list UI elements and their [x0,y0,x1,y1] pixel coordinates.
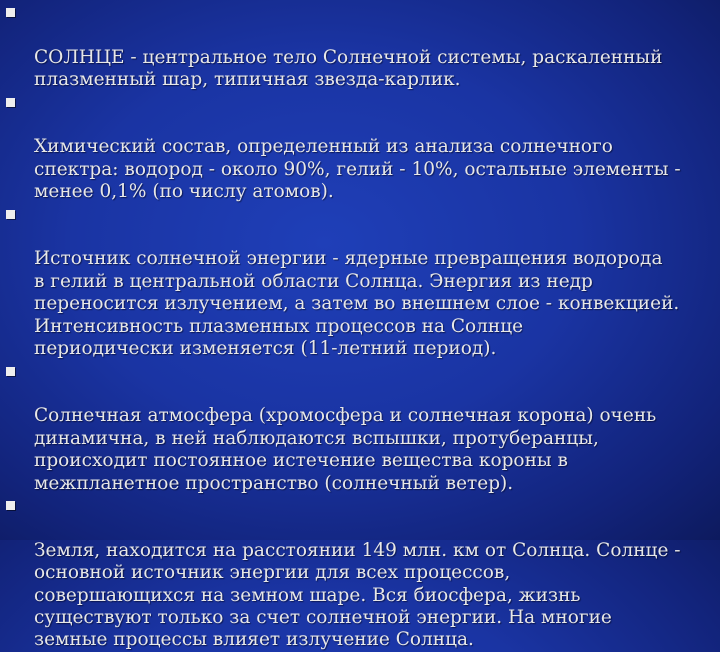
bullet-text: Источник солнечной энергии - ядерные превращения водорода в гелий в центральной области Солнца. Энергия из недр переносится излучением, а затем во внешнем слое - конвекцией. Интенсивность плазменных процессов на Солнце периодически изменяется (11-летний период). [34,248,680,360]
bullet-text: Солнечная атмосфера (хромосфера и солнечная корона) очень динамична, в ней наблюдаются вспышки, протуберанцы, происходит постоянное истечение вещества короны в межпланетное пространство (солнечный ветер). [34,405,657,494]
square-bullet-icon [6,501,15,510]
bullet-list [6,2,720,652]
square-bullet-icon [6,367,15,376]
square-bullet-icon [6,8,15,17]
bullet-item-atmosphere [6,361,720,495]
bullet-text: Химический состав, определенный из анализа солнечного спектра: водород - около 90%, гелий - 10%, остальные элементы - менее 0,1% (по числу атомов). [34,136,681,203]
bullet-item-sun [6,2,720,92]
square-bullet-icon [6,210,15,219]
bullet-item-energy-source [6,204,720,361]
bullet-text: Земля, находится на расстоянии 149 млн. км от Солнца. Солнце - основной источник энергии для всех процессов, совершающихся на земном шаре. Вся биосфера, жизнь существуют только за счет солнечной энергии. На многие земные процессы влияет излучение Солнца. [34,539,681,651]
bullet-item-earth [6,495,720,652]
square-bullet-icon [6,98,15,107]
bullet-item-composition [6,92,720,204]
bullet-text: СОЛНЦЕ - центральное тело Солнечной системы, раскаленный плазменный шар, типичная звезда-карлик. [34,46,663,91]
